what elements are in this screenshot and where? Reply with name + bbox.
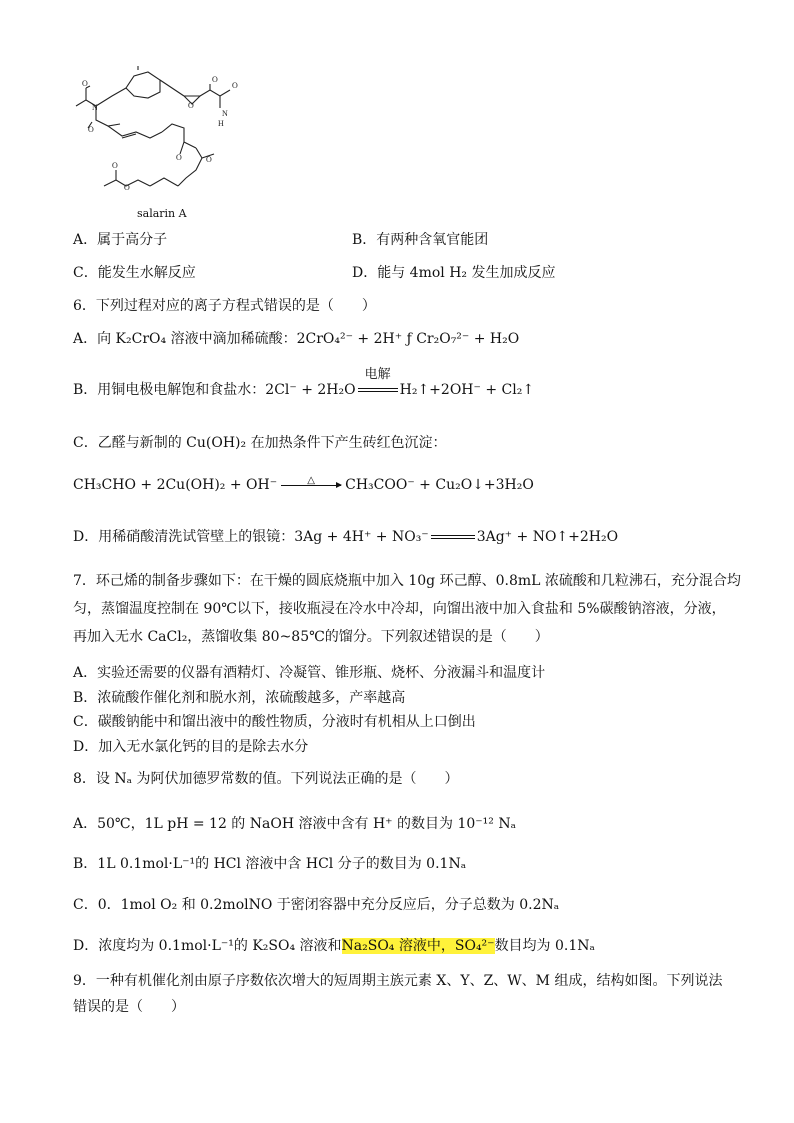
q8-option-a: A．50℃，1L pH = 12 的 NaOH 溶液中含有 H⁺ 的数目为 10⁻¹² Nₐ (73, 816, 516, 832)
q8-option-d-text-start: D．浓度均为 0.1mol·L⁻¹的 K₂SO₄ 溶液和 (73, 938, 342, 954)
heating-label: △ (307, 474, 315, 486)
q7-option-d: D．加入无水氯化钙的目的是除去水分 (73, 739, 309, 755)
q6-option-c-products: CH₃COO⁻ + Cu₂O↓+3H₂O (345, 477, 534, 493)
q7-stem-line-2: 匀，蒸馏温度控制在 90℃以下，接收瓶浸在冷水中冷却，向馏出液中加入食盐和 5%碳酸钠溶液，分液， (73, 601, 726, 617)
electrolysis-condition (356, 367, 400, 399)
q9-stem-line-1: 9．一种有机催化剂由原子序数依次增大的短周期主族元素 X、Y、Z、W、M 组成，结构如图。下列说法 (73, 973, 723, 989)
svg-text:O: O (212, 75, 218, 84)
svg-text:O: O (206, 155, 212, 164)
salarin-a-structure-image (68, 66, 238, 218)
svg-text:O: O (88, 125, 94, 134)
svg-text:N: N (222, 109, 228, 118)
q8-option-d (73, 937, 595, 955)
q9-stem-line-2: 错误的是（ ） (73, 999, 185, 1015)
q5-option-a: A．属于高分子 (73, 232, 168, 248)
q5-option-b: B．有两种含氧官能团 (352, 232, 489, 248)
q6-option-c-equation (73, 476, 534, 494)
q7-option-a: A．实验还需要的仪器有酒精灯、冷凝管、锥形瓶、烧杯、分液漏斗和温度计 (73, 665, 546, 681)
q5-option-c: C．能发生水解反应 (73, 265, 196, 281)
q6-option-d-products: 3Ag⁺ + NO↑+2H₂O (476, 529, 619, 545)
electrolysis-label: 电解 (364, 367, 391, 382)
svg-text:O: O (232, 81, 238, 90)
svg-text:O: O (188, 101, 194, 110)
q6-option-b-products: H₂↑+2OH⁻ + Cl₂↑ (399, 382, 535, 398)
svg-text:O: O (124, 183, 130, 192)
svg-text:O: O (82, 79, 88, 88)
q8-option-d-highlight: Na₂SO₄ 溶液中，SO₄²⁻ (341, 938, 495, 954)
q7-option-c: C．碳酸钠能中和馏出液中的酸性物质，分液时有机相从上口倒出 (73, 714, 476, 730)
q8-stem: 8．设 Nₐ 为阿伏加德罗常数的值。下列说法正确的是（ ） (73, 771, 459, 787)
q6-stem: 6．下列过程对应的离子方程式错误的是（ ） (73, 298, 376, 314)
q7-option-b: B．浓硫酸作催化剂和脱水剂，浓硫酸越多，产率越高 (73, 690, 406, 706)
heating-arrow (281, 474, 341, 486)
q6-option-a: A．向 K₂CrO₄ 溶液中滴加稀硫酸：2CrO₄²⁻ + 2H⁺ ƒ Cr₂O₇²⁻ + H₂O (73, 331, 520, 347)
q6-option-c: C．乙醛与新制的 Cu(OH)₂ 在加热条件下产生砖红色沉淀： (73, 435, 447, 451)
q6-option-b-reactants: B．用铜电极电解饱和食盐水：2Cl⁻ + 2H₂O (73, 382, 356, 398)
svg-text:O: O (112, 161, 118, 170)
q8-option-c: C．0．1mol O₂ 和 0.2molNO 于密闭容器中充分反应后，分子总数为 0.2Nₐ (73, 897, 560, 913)
q7-stem-line-3: 再加入无水 CaCl₂，蒸馏收集 80~85℃的馏分。下列叙述错误的是（ ） (73, 629, 549, 645)
svg-text:O: O (176, 153, 182, 162)
q6-option-b (73, 367, 535, 399)
q8-option-b: B．1L 0.1mol·L⁻¹的 HCl 溶液中含 HCl 分子的数目为 0.1Nₐ (73, 856, 467, 872)
svg-text:H: H (218, 119, 224, 128)
q6-option-d (73, 528, 618, 546)
q5-option-d: D．能与 4mol H₂ 发生加成反应 (352, 265, 556, 281)
q7-stem-line-1: 7．环己烯的制备步骤如下：在干燥的圆底烧瓶中加入 10g 环己醇、0.8mL 浓硫酸和几粒沸石，充分混合均 (73, 573, 741, 589)
molecule-caption: salarin A (137, 207, 187, 220)
svg-text:N: N (92, 103, 98, 112)
q8-option-d-text-end: 数目均为 0.1Nₐ (494, 938, 595, 954)
q6-option-c-reactants: CH₃CHO + 2Cu(OH)₂ + OH⁻ (73, 477, 278, 493)
q6-option-d-reactants: D．用稀硝酸清洗试管壁上的银镜：3Ag + 4H⁺ + NO₃⁻ (73, 529, 429, 545)
